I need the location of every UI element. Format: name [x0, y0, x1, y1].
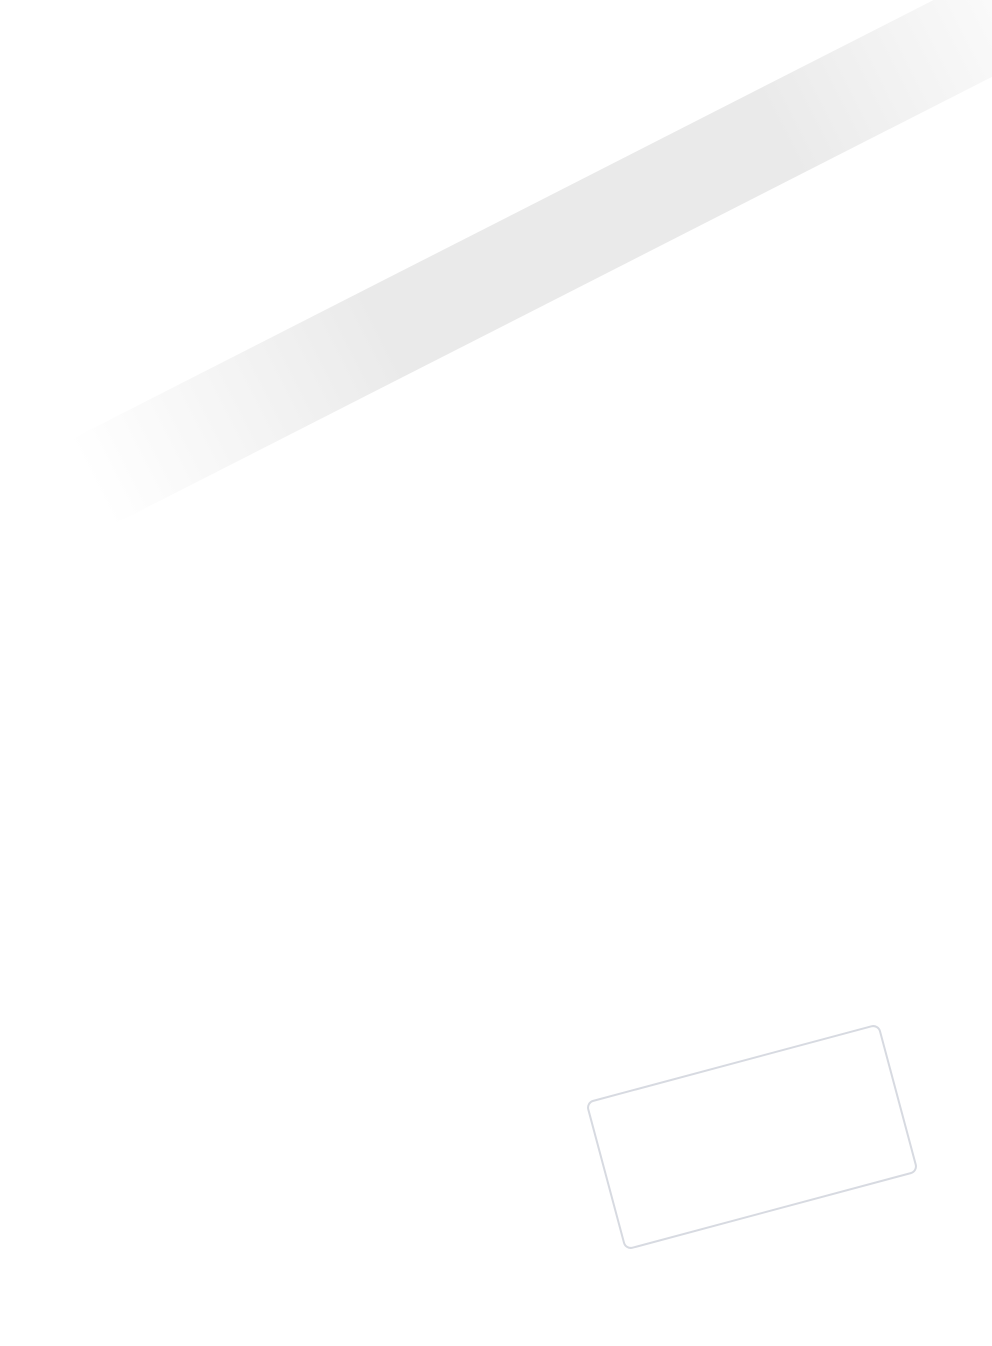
publisher-stamp — [585, 1023, 918, 1250]
watermark-band — [70, 0, 992, 525]
